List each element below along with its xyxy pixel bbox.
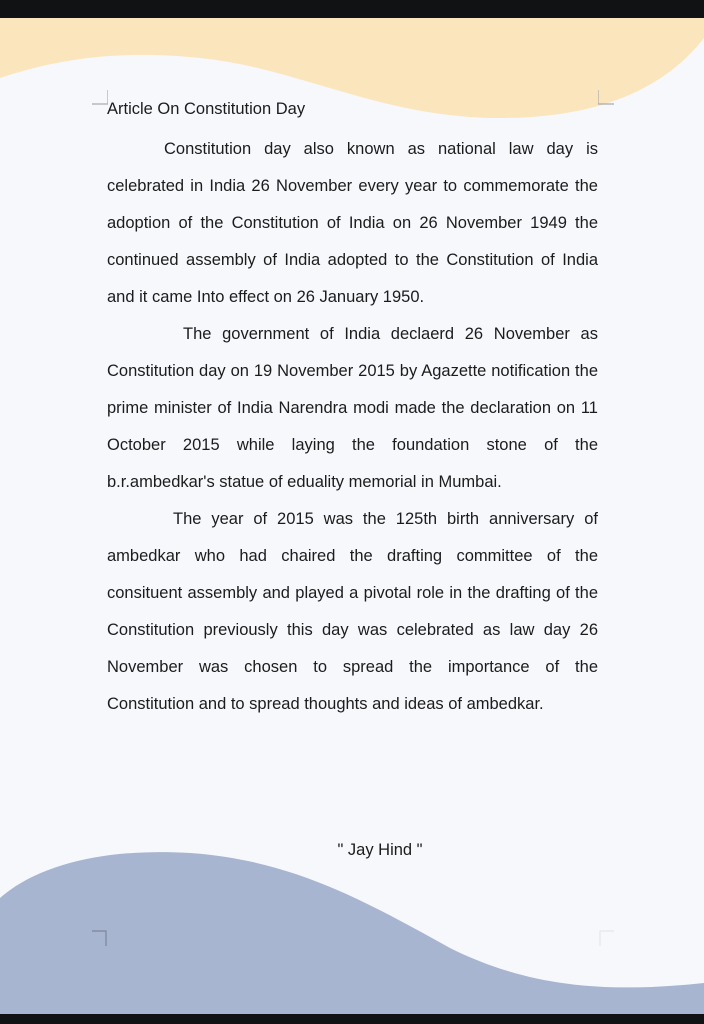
document-body	[107, 95, 598, 723]
navigation-bar	[0, 1014, 704, 1024]
paragraph-2: The government of India declaerd 26 November as Constitution day on 19 November 2015 by Agazette notification the prime minister of India Narendra modi made the declaration on 11 October 2015 while laying the foundation stone of the b.r.ambedkar's statue of eduality memorial in Mumbai.	[107, 325, 598, 491]
document-title: Article On Constitution Day	[107, 100, 306, 118]
paragraph-1: Constitution day also known as national law day is celebrated in India 26 November every year to commemorate the adoption of the Constitution of India on 26 November 1949 the continued assembly of India adopted to the Constitution of India and it came Into effect on 26 January 1950.	[107, 140, 598, 306]
margin-corner-bottom-left	[92, 930, 108, 946]
margin-corner-top-left	[92, 90, 108, 106]
margin-corner-top-right	[598, 90, 614, 106]
margin-corner-bottom-right	[598, 930, 614, 946]
status-bar	[0, 0, 704, 18]
closing-line: " Jay Hind "	[337, 841, 423, 859]
paragraph-3: The year of 2015 was the 125th birth anniversary of ambedkar who had chaired the drafting committee of the consituent assembly and played a pivotal role in the drafting of the Constitution previously this day was celebrated as law day 26 November was chosen to spread the importance of the Constitution and to spread thoughts and ideas of ambedkar.	[107, 510, 598, 713]
